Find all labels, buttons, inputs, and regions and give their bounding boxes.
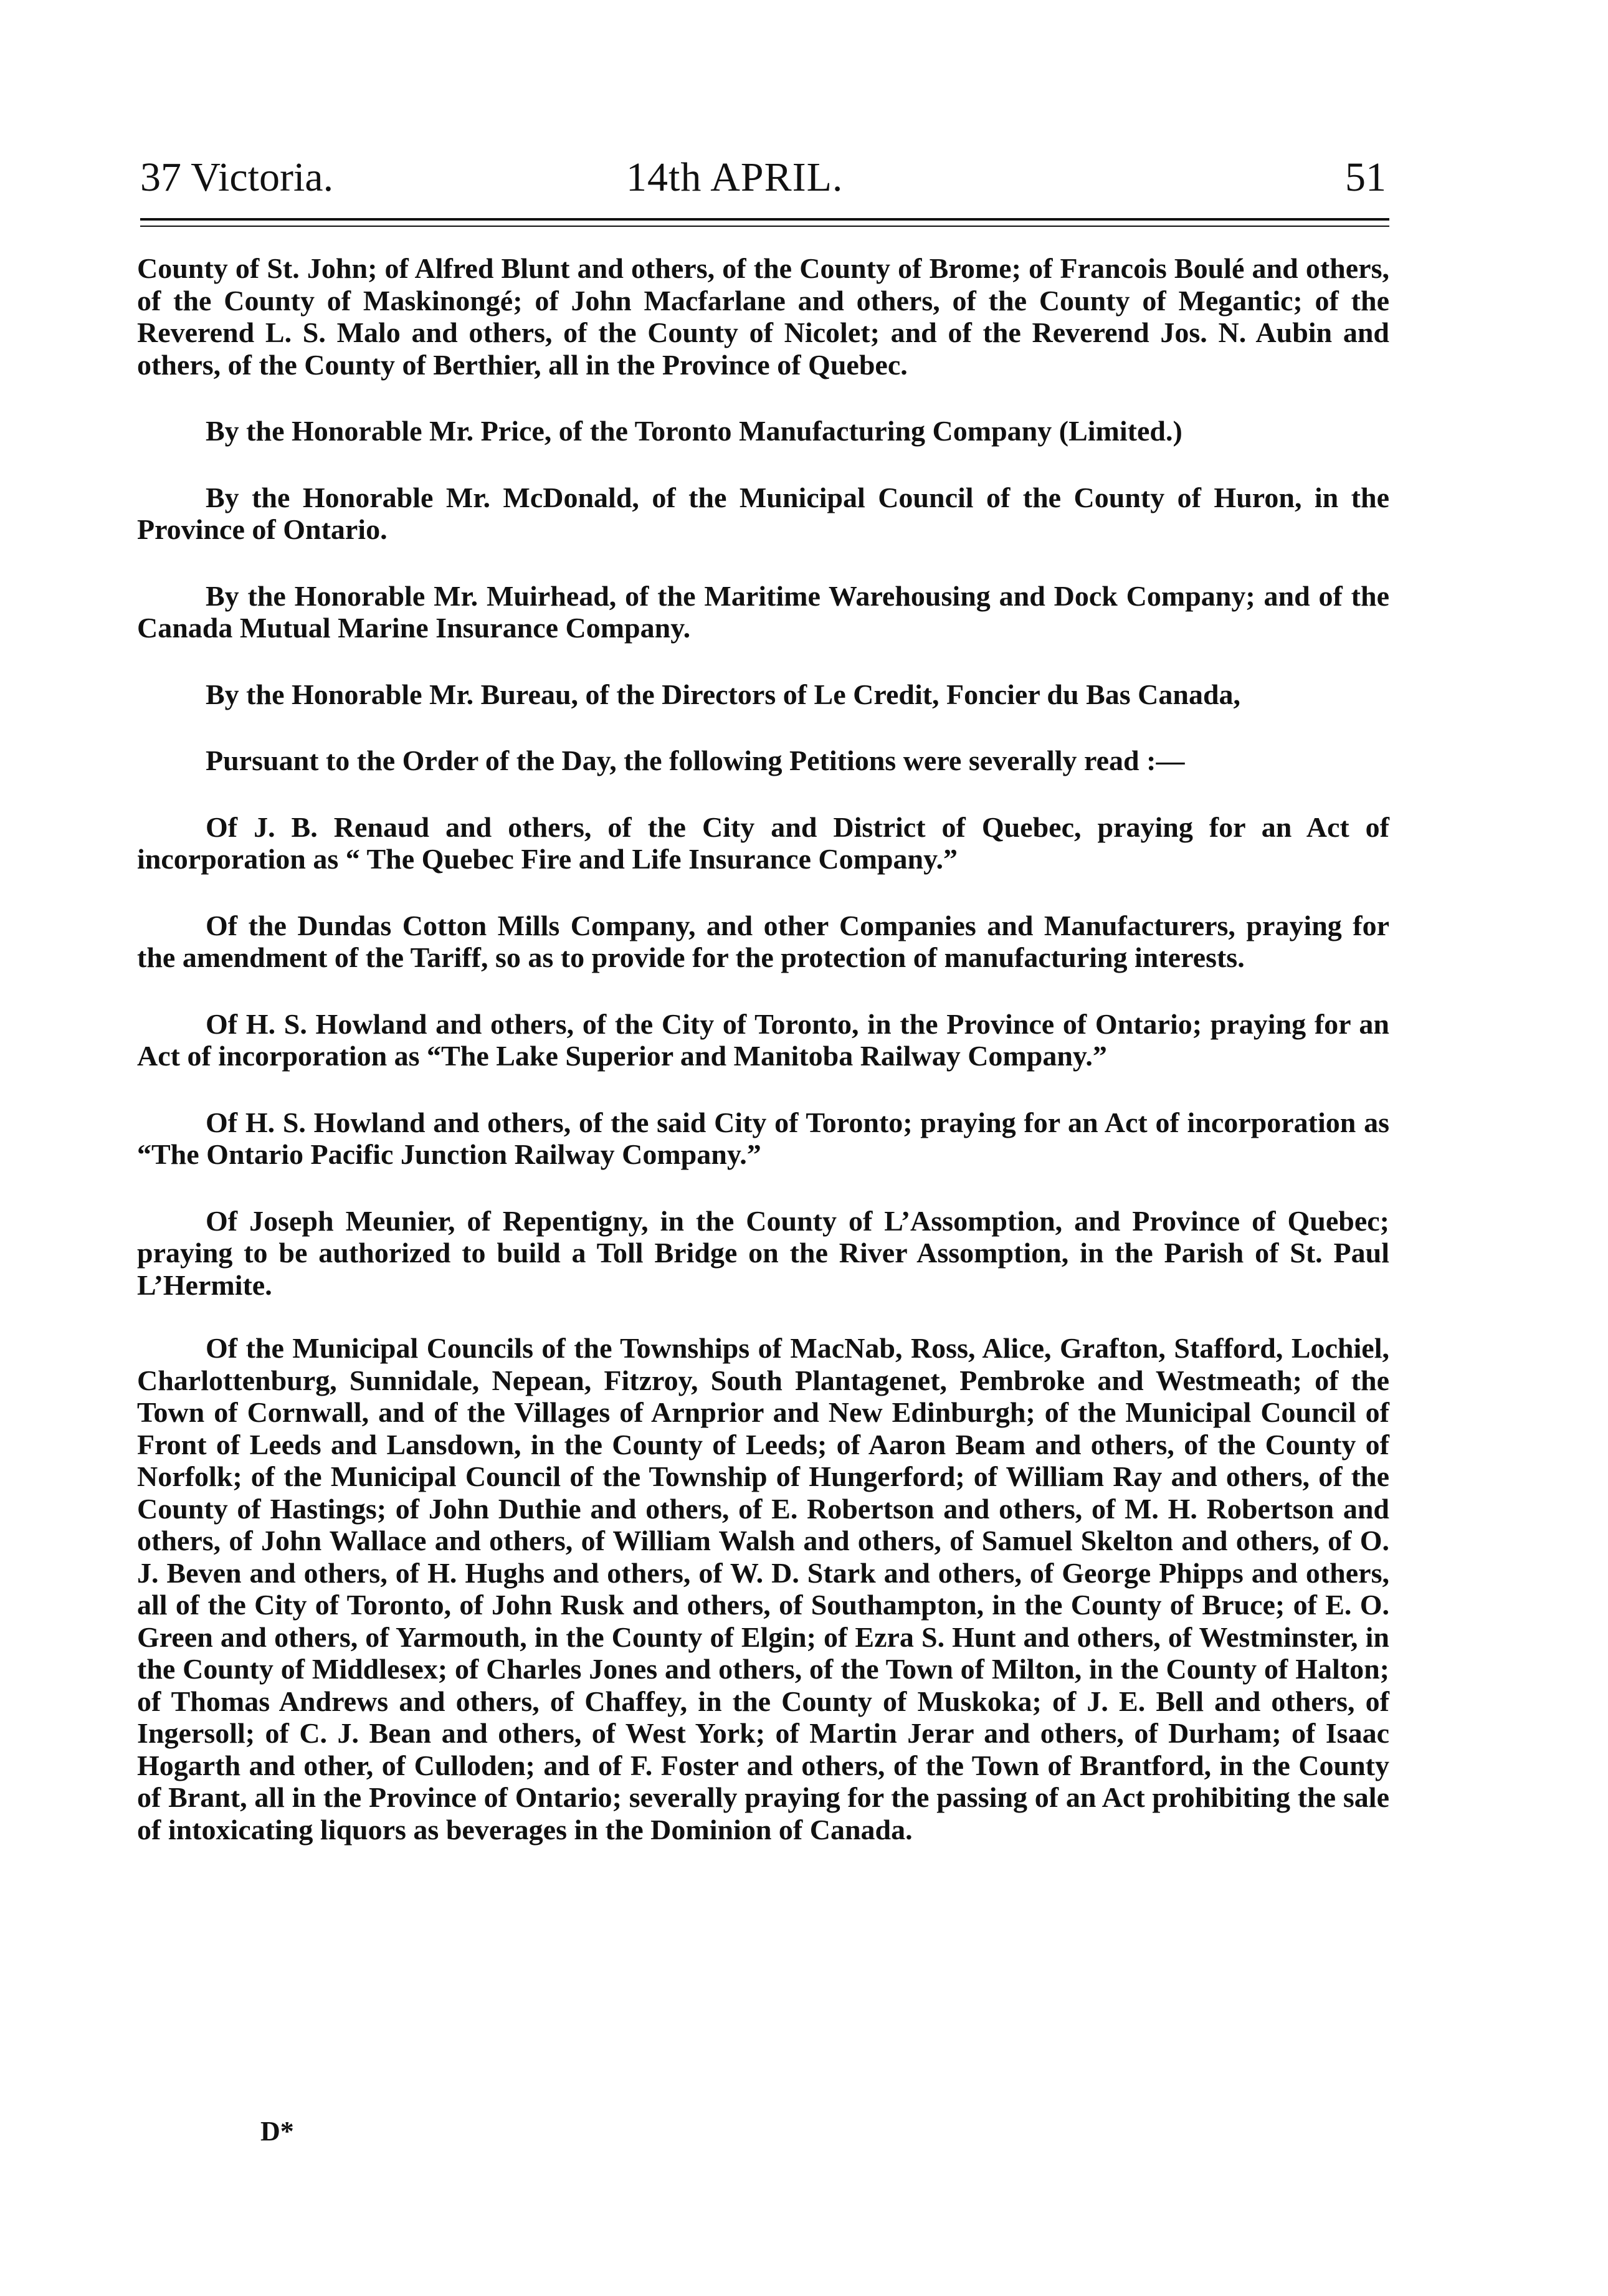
paragraph-muirhead: By the Honorable Mr. Muirhead, of the Maritime Warehousing and Dock Company; and of the Canada Mutual Marine Insurance Company. xyxy=(137,579,1389,644)
header-rule-thick xyxy=(140,218,1389,221)
petition-toll-bridge: Of Joseph Meunier, of Repentigny, in the County of L’Assomption, and Province of Quebec; praying to be authorized to build a Toll Bridge on the River Assomption, in the Parish of St. Paul L’Hermite. xyxy=(137,1204,1389,1301)
petition-ontario-pacific-railway: Of H. S. Howland and others, of the said City of Toronto; praying for an Act of incorporation as “The Ontario Pacific Junction Railway Company.” xyxy=(137,1106,1389,1170)
paragraph-price: By the Honorable Mr. Price, of the Toronto Manufacturing Company (Limited.) xyxy=(206,415,1182,447)
petition-quebec-fire: Of J. B. Renaud and others, of the City and District of Quebec, praying for an Act of incorporation as “ The Quebec Fire and Life Insurance Company.” xyxy=(137,811,1389,875)
header-rule-thin xyxy=(140,226,1389,227)
paragraph-mcdonald: By the Honorable Mr. McDonald, of the Municipal Council of the County of Huron, in the Province of Ontario. xyxy=(137,481,1389,545)
paragraph-order-of-day: Pursuant to the Order of the Day, the following Petitions were severally read :— xyxy=(206,745,1185,776)
header-date: 14th APRIL. xyxy=(626,155,844,200)
petition-lake-superior-railway: Of H. S. Howland and others, of the City of Toronto, in the Province of Ontario; praying for an Act of incorporation as “The Lake Superior and Manitoba Railway Company.” xyxy=(137,1007,1389,1072)
page-number: 51 xyxy=(1345,155,1386,200)
journal-body xyxy=(137,252,1389,1846)
header-regnal-year: 37 Victoria. xyxy=(140,155,334,200)
running-header xyxy=(140,150,1386,206)
petition-dundas-cotton: Of the Dundas Cotton Mills Company, and other Companies and Manufacturers, praying for the amendment of the Tariff, so as to provide for the protection of manufacturing interests. xyxy=(137,909,1389,973)
paragraph-continuation: County of St. John; of Alfred Blunt and others, of the County of Brome; of Francois Boulé and others, of the County of Maskinongé; of John Macfarlane and others, of the County of Megantic; of the Reverend L. S. Malo and others, of the County of Nicolet; and of the Reverend Jos. N. Aubin and others, of the County of Berthier, all in the Province of Quebec. xyxy=(137,252,1389,381)
paragraph-bureau: By the Honorable Mr. Bureau, of the Directors of Le Credit, Foncier du Bas Canada, xyxy=(206,678,1241,710)
petition-intoxicating-liquors: Of the Municipal Councils of the Townships of MacNab, Ross, Alice, Grafton, Stafford, Lochiel, Charlottenburg, Sunnidale, Nepean, Fitzroy, South Plantagenet, Pembroke and Westmeath; of the Town of Cornwall, and of the Villages of Arnprior and New Edinburgh; of the Municipal Council of Front of Leeds and Lansdown, in the County of Leeds; of Aaron Beam and others, of the County of Norfolk; of the Municipal Council of the Township of Hungerford; of William Ray and others, of the County of Hastings; of John Duthie and others, of E. Robertson and others, of M. H. Robertson and others, of John Wallace and others, of William Walsh and others, of Samuel Skelton and others, of O. J. Beven and others, of H. Hughs and others, of W. D. Stark and others, of George Phipps and others, all of the City of Toronto, of John Rusk and others, of Southampton, in the County of Bruce; of E. O. Green and others, of Yarmouth, in the County of Elgin; of Ezra S. Hunt and others, of Westminster, in the County of Middlesex; of Charles Jones and others, of the Town of Milton, in the County of Halton; of Thomas Andrews and others, of Chaffey, in the County of Muskoka; of J. E. Bell and others, of Ingersoll; of C. J. Bean and others, of West York; of Martin Jerar and others, of Durham; of Isaac Hogarth and other, of Culloden; and of F. Foster and others, of the Town of Brantford, in the County of Brant, all in the Province of Ontario; severally praying for the passing of an Act prohibiting the sale of intoxicating liquors as beverages in the Dominion of Canada. xyxy=(137,1332,1389,1846)
signature-mark: D* xyxy=(260,2116,294,2146)
